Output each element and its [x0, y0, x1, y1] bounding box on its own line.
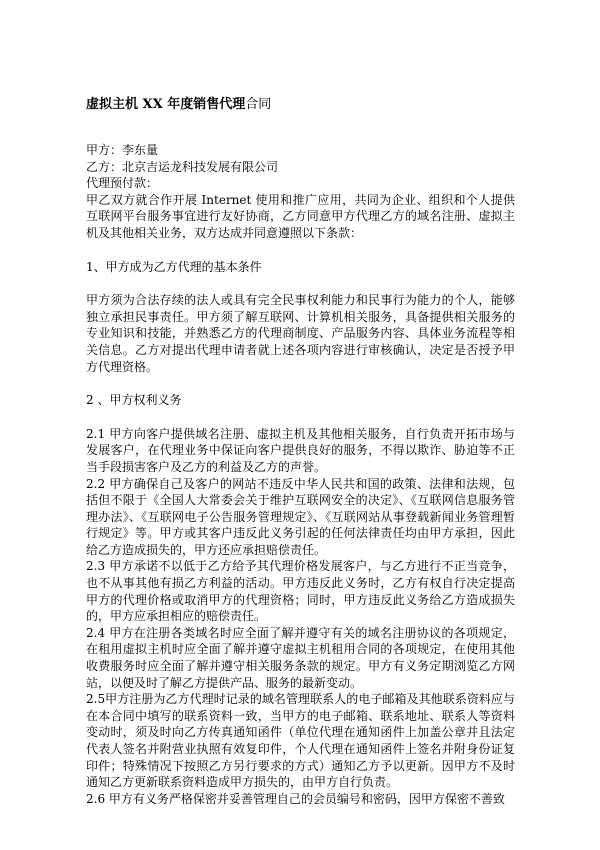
section-2-heading: 2 、甲方权利义务	[86, 393, 182, 408]
clause-2-3: 2.3 甲方承诺不以低于乙方给予其代理价格发展客户，与乙方进行不正当竞争，也不从事其他有损乙方利益的活动。甲方违反此义务时，乙方有权自行决定提高甲方的代理价格或取消甲方的代理资格；同时，甲方违反此义务给乙方造成损失的，甲方应承担相应的赔偿责任。	[86, 559, 515, 624]
document-title-bold-part: 虚拟主机 XX 年度销售代理	[86, 97, 246, 112]
party-b-line: 乙方：北京吉运龙科技发展有限公司	[86, 159, 279, 174]
clause-2-4: 2.4 甲方在注册各类域名时应全面了解并遵守有关的域名注册协议的各项规定，在租用虚拟主机时应全面了解并遵守虚拟主机租用合同的各项规定，在使用其他收费服务时应全面了解并遵守相关服务条款的规定。甲方有义务定期浏览乙方网站，以便及时了解乙方提供产品、服务的最新变动。	[86, 625, 515, 690]
clause-2-5: 2.5甲方注册为乙方代理时记录的域名管理联系人的电子邮箱及其他联系资料应与在本合同中填写的联系资料一致，当甲方的电子邮箱、联系地址、联系人等资料变动时，须及时向乙方传真通知函件（单位代理在通知函件上加盖公章并且法定代表人签名并附营业执照有效复印件，个人代理在通知函件上签名并附身份证复印件；特殊情况下按照乙方另行要求的方式）通知乙方予以更新。因甲方不及时通知乙方更新联系资料造成甲方损失的，由甲方自行负责。	[86, 692, 515, 790]
document-title	[86, 96, 515, 113]
clause-2-6-truncated: 2.6 甲方有义务严格保密并妥善管理自己的会员编号和密码，因甲方保密不善致	[86, 791, 505, 806]
section-1-body: 甲方须为合法存续的法人或具有完全民事权利能力和民事行为能力的个人，能够独立承担民事责任。甲方须了解互联网、计算机相关服务，具备提供相关服务的专业知识和技能，并熟悉乙方的代理商制度、产品服务内容、具体业务流程等相关信息。乙方对提出代理申请者就上述各项内容进行审核确认，决定是否授予甲方代理资格。	[86, 293, 515, 374]
advance-payment-line: 代理预付款：	[86, 176, 159, 191]
clause-2-1: 2.1 甲方向客户提供域名注册、虚拟主机及其他相关服务，自行负责开拓市场与发展客户，在代理业务中保证向客户提供良好的服务，不得以欺诈、胁迫等不正当手段损害客户及乙方的利益及乙方的声誉。	[86, 426, 515, 474]
section-1-heading: 1、甲方成为乙方代理的基本条件	[86, 259, 262, 274]
intro-paragraph: 甲乙双方就合作开展 Internet 使用和推广应用，共同为企业、组织和个人提供互联网平台服务事宜进行友好协商，乙方同意甲方代理乙方的域名注册、虚拟主机及其他相关业务，双方达成并同意遵照以下条款：	[86, 192, 515, 240]
clause-2-2: 2.2 甲方确保自己及客户的网站不违反中华人民共和国的政策、法律和法规，包括但不限于《全国人大常委会关于维护互联网安全的决定》、《互联网信息服务管理办法》、《互联网电子公告服务管理规定》、《互联网站从事登载新闻业务管理暂行规定》等。甲方或其客户违反此义务引起的任何法律责任均由甲方承担，因此给乙方造成损失的，甲方还应承担赔偿责任。	[86, 476, 515, 557]
document-title-regular-part: 合同	[245, 97, 272, 112]
party-a-line: 甲方：李东量	[86, 143, 159, 157]
